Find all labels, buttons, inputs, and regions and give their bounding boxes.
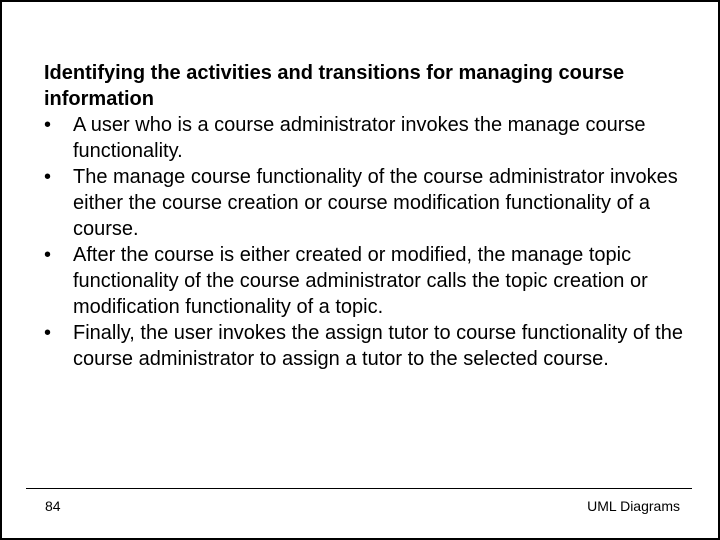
slide-content: [44, 60, 684, 372]
bullet-item: [44, 112, 684, 164]
bullet-item: [44, 164, 684, 242]
bullet-text: The manage course functionality of the course administrator invokes either the course creation or course modification functionality of a course.: [73, 166, 678, 240]
bullet-text: After the course is either created or modified, the manage topic functionality of the course administrator calls the topic creation or modification functionality of a topic.: [73, 244, 648, 318]
bullet-text: A user who is a course administrator invokes the manage course functionality.: [73, 114, 646, 162]
bullet-icon: •: [44, 244, 52, 266]
bullet-text: Finally, the user invokes the assign tutor to course functionality of the course administrator to assign a tutor to the selected course.: [73, 322, 683, 370]
bullet-list: [44, 112, 684, 372]
footer-divider: [26, 488, 692, 489]
bullet-item: [44, 242, 684, 320]
slide-heading: Identifying the activities and transitions for managing course information: [44, 62, 625, 110]
page-number: 84: [45, 498, 61, 514]
bullet-icon: •: [44, 166, 52, 188]
bullet-icon: •: [44, 322, 52, 344]
bullet-item: [44, 320, 684, 372]
bullet-icon: •: [44, 114, 52, 136]
footer-title: UML Diagrams: [587, 498, 680, 514]
